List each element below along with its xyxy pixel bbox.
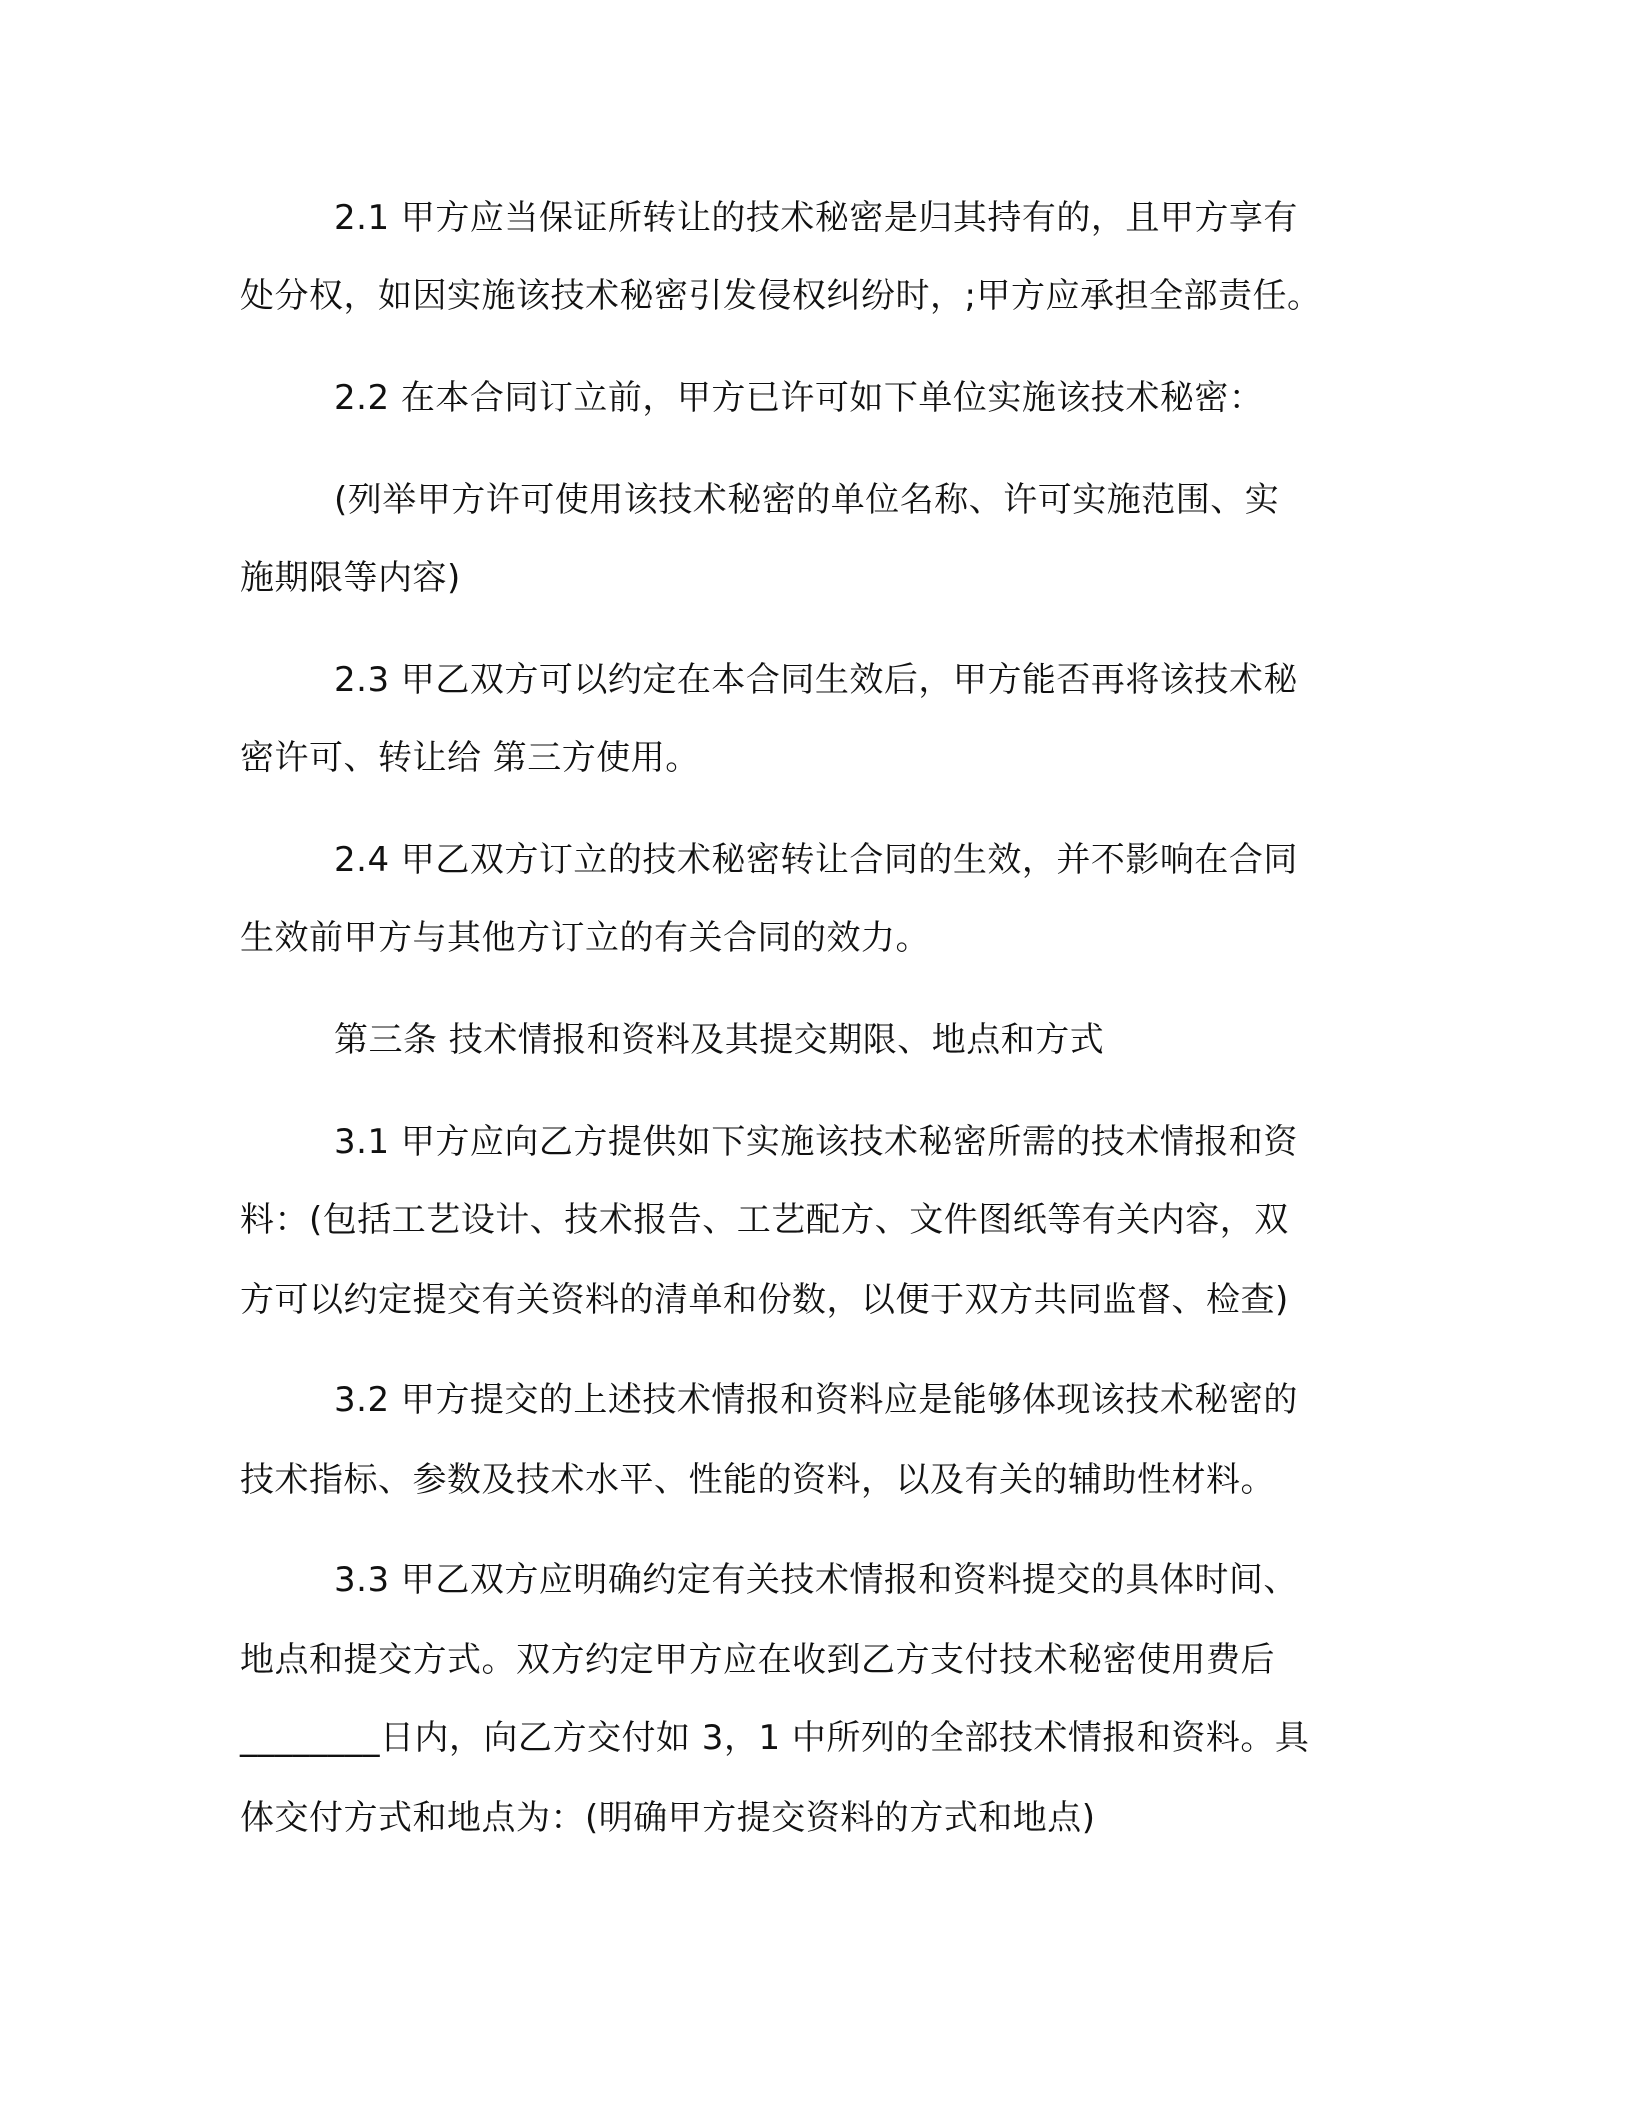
clause-3-1-line-1: 3.1 甲方应向乙方提供如下实施该技术秘密所需的技术情报和资 <box>334 1122 1298 1162</box>
clause-2-3-line-1: 2.3 甲乙双方可以约定在本合同生效后，甲方能否再将该技术秘 <box>334 660 1298 700</box>
clause-2-1-line-1: 2.1 甲方应当保证所转让的技术秘密是归其持有的，且甲方享有 <box>334 198 1298 238</box>
clause-2-4-line-2: 生效前甲方与其他方订立的有关合同的效力。 <box>240 918 930 958</box>
article-3-heading: 第三条 技术情报和资料及其提交期限、地点和方式 <box>334 1020 1105 1060</box>
clause-3-2-line-1: 3.2 甲方提交的上述技术情报和资料应是能够体现该技术秘密的 <box>334 1380 1298 1420</box>
clause-3-1-line-3: 方可以约定提交有关资料的清单和份数，以便于双方共同监督、检查) <box>240 1280 1289 1320</box>
clause-2-2-line-1: 2.2 在本合同订立前，甲方已许可如下单位实施该技术秘密： <box>334 378 1264 418</box>
clause-3-3-line-3: ________日内，向乙方交付如 3，1 中所列的全部技术情报和资料。具 <box>240 1718 1310 1758</box>
clause-2-3-line-2: 密许可、转让给 第三方使用。 <box>240 738 700 778</box>
clause-2-4-line-1: 2.4 甲乙双方订立的技术秘密转让合同的生效，并不影响在合同 <box>334 840 1298 880</box>
clause-3-3-line-2: 地点和提交方式。双方约定甲方应在收到乙方支付技术秘密使用费后 <box>240 1640 1275 1680</box>
clause-3-3-line-4: 体交付方式和地点为：(明确甲方提交资料的方式和地点) <box>240 1798 1096 1838</box>
clause-2-2-note-line-2: 施期限等内容) <box>240 558 461 598</box>
clause-2-1-line-2: 处分权，如因实施该技术秘密引发侵权纠纷时，;甲方应承担全部责任。 <box>240 276 1322 316</box>
clause-3-1-line-2: 料：(包括工艺设计、技术报告、工艺配方、文件图纸等有关内容，双 <box>240 1200 1289 1240</box>
clause-3-2-line-2: 技术指标、参数及技术水平、性能的资料，以及有关的辅助性材料。 <box>240 1460 1275 1500</box>
clause-3-3-line-1: 3.3 甲乙双方应明确约定有关技术情报和资料提交的具体时间、 <box>334 1560 1298 1600</box>
clause-2-2-note-line-1: (列举甲方许可使用该技术秘密的单位名称、许可实施范围、实 <box>334 480 1280 520</box>
